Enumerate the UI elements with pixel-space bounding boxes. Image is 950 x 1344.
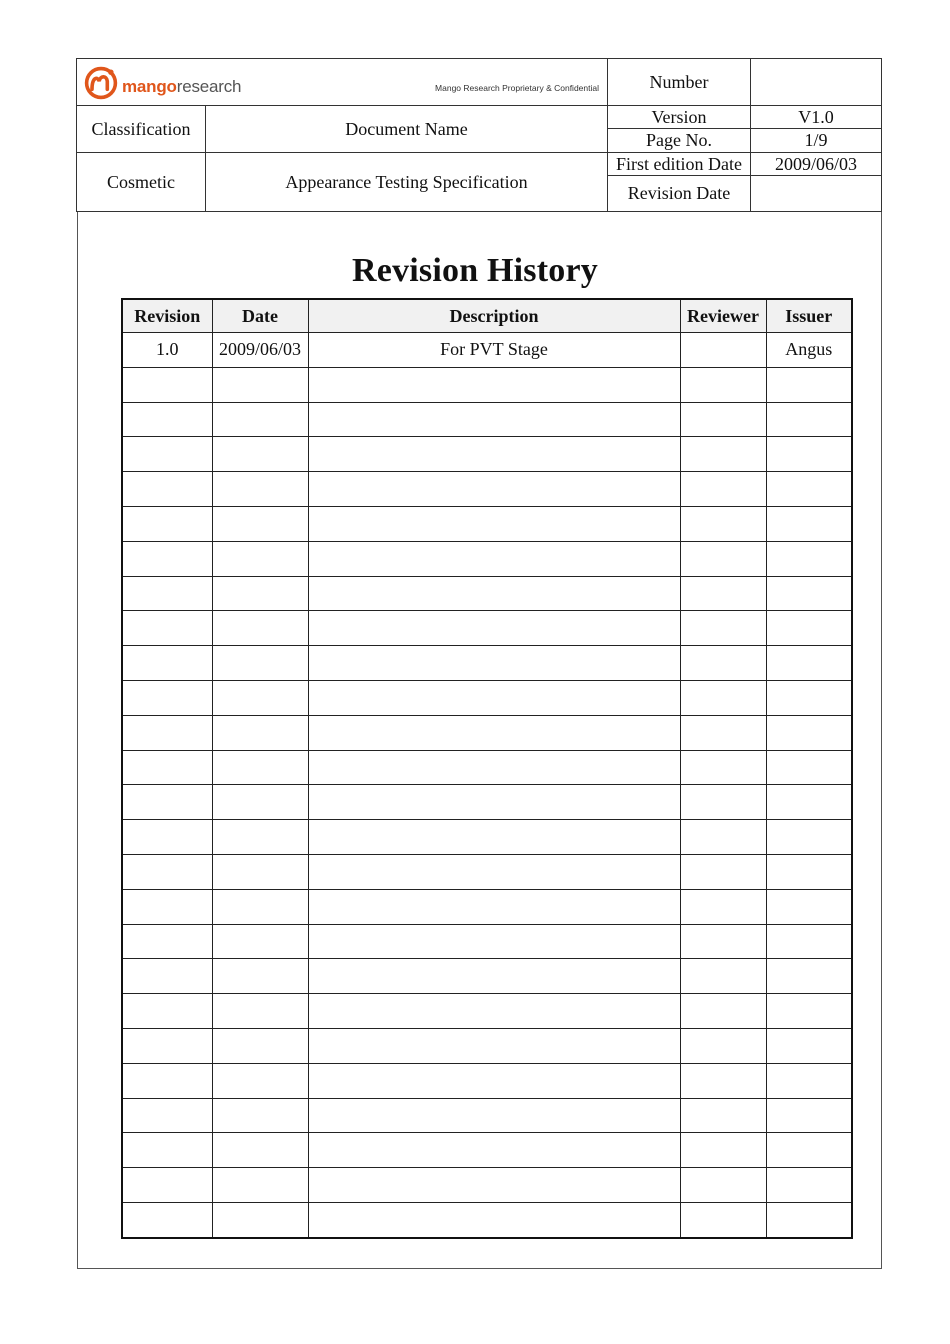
- cell-reviewer: [680, 889, 766, 924]
- cell-description: [308, 472, 680, 507]
- version-label: Version: [608, 106, 751, 129]
- cell-description: [308, 680, 680, 715]
- cell-revision: [122, 576, 212, 611]
- cell-date: 2009/06/03: [212, 333, 308, 368]
- cell-date: [212, 680, 308, 715]
- cell-reviewer: [680, 367, 766, 402]
- column-header-revision: Revision: [122, 299, 212, 333]
- column-header-reviewer: Reviewer: [680, 299, 766, 333]
- cell-revision: [122, 472, 212, 507]
- cell-revision: 1.0: [122, 333, 212, 368]
- cell-description: [308, 611, 680, 646]
- cell-reviewer: [680, 437, 766, 472]
- table-row: [122, 785, 852, 820]
- cell-issuer: [766, 1202, 852, 1237]
- table-row: [122, 1168, 852, 1203]
- cell-reviewer: [680, 820, 766, 855]
- table-row: [122, 367, 852, 402]
- cell-issuer: [766, 924, 852, 959]
- cell-revision: [122, 750, 212, 785]
- version-value: V1.0: [751, 106, 882, 129]
- revision-table-body: [122, 333, 852, 1238]
- cell-revision: [122, 1133, 212, 1168]
- table-row: [122, 715, 852, 750]
- cell-revision: [122, 959, 212, 994]
- cell-revision: [122, 1028, 212, 1063]
- table-row: [122, 680, 852, 715]
- table-header-row: [122, 299, 852, 333]
- cell-issuer: [766, 889, 852, 924]
- confidential-notice: Mango Research Proprietary & Confidential: [435, 83, 599, 93]
- cell-reviewer: [680, 506, 766, 541]
- cell-date: [212, 820, 308, 855]
- table-row: [122, 959, 852, 994]
- column-header-description: Description: [308, 299, 680, 333]
- cell-issuer: [766, 715, 852, 750]
- cell-revision: [122, 1202, 212, 1237]
- cell-revision: [122, 1098, 212, 1133]
- cell-revision: [122, 820, 212, 855]
- cell-issuer: [766, 437, 852, 472]
- cell-issuer: [766, 1098, 852, 1133]
- cell-description: [308, 715, 680, 750]
- table-row: [122, 1063, 852, 1098]
- cell-date: [212, 611, 308, 646]
- cell-description: [308, 367, 680, 402]
- cell-reviewer: [680, 924, 766, 959]
- logo-wordmark: mangoresearch: [122, 77, 242, 97]
- cell-issuer: [766, 1133, 852, 1168]
- first-edition-label: First edition Date: [608, 153, 751, 176]
- cell-reviewer: [680, 1063, 766, 1098]
- cell-date: [212, 785, 308, 820]
- table-row: [122, 333, 852, 368]
- cell-description: [308, 959, 680, 994]
- table-row: [122, 506, 852, 541]
- cell-issuer: [766, 576, 852, 611]
- cell-revision: [122, 924, 212, 959]
- cell-date: [212, 646, 308, 681]
- logo-cell: [77, 59, 608, 106]
- cell-issuer: [766, 959, 852, 994]
- cell-description: [308, 889, 680, 924]
- cell-reviewer: [680, 994, 766, 1029]
- cell-revision: [122, 785, 212, 820]
- cell-reviewer: [680, 1098, 766, 1133]
- table-row: [122, 402, 852, 437]
- classification-value: Cosmetic: [77, 153, 206, 212]
- cell-issuer: [766, 1063, 852, 1098]
- cell-revision: [122, 715, 212, 750]
- cell-reviewer: [680, 646, 766, 681]
- cell-date: [212, 1133, 308, 1168]
- cell-date: [212, 541, 308, 576]
- classification-label: Classification: [77, 106, 206, 153]
- cell-revision: [122, 680, 212, 715]
- cell-issuer: [766, 506, 852, 541]
- cell-date: [212, 715, 308, 750]
- cell-issuer: Angus: [766, 333, 852, 368]
- cell-date: [212, 750, 308, 785]
- cell-date: [212, 994, 308, 1029]
- cell-issuer: [766, 1168, 852, 1203]
- cell-issuer: [766, 680, 852, 715]
- number-value: [751, 59, 882, 106]
- cell-date: [212, 1028, 308, 1063]
- table-row: [122, 750, 852, 785]
- cell-reviewer: [680, 541, 766, 576]
- cell-issuer: [766, 1028, 852, 1063]
- table-row: [122, 472, 852, 507]
- cell-description: [308, 402, 680, 437]
- cell-date: [212, 1098, 308, 1133]
- cell-issuer: [766, 820, 852, 855]
- cell-description: [308, 1098, 680, 1133]
- cell-issuer: [766, 611, 852, 646]
- revision-history-table: [121, 298, 851, 1239]
- cell-reviewer: [680, 680, 766, 715]
- cell-description: [308, 1202, 680, 1237]
- cell-description: [308, 646, 680, 681]
- cell-date: [212, 367, 308, 402]
- cell-revision: [122, 402, 212, 437]
- table-row: [122, 1028, 852, 1063]
- cell-description: [308, 820, 680, 855]
- cell-date: [212, 889, 308, 924]
- table-row: [122, 646, 852, 681]
- cell-revision: [122, 854, 212, 889]
- cell-revision: [122, 367, 212, 402]
- cell-revision: [122, 994, 212, 1029]
- table-row: [122, 541, 852, 576]
- table-row: [122, 611, 852, 646]
- cell-date: [212, 854, 308, 889]
- cell-description: [308, 1133, 680, 1168]
- table-row: [122, 1098, 852, 1133]
- cell-issuer: [766, 785, 852, 820]
- cell-date: [212, 576, 308, 611]
- page-no-label: Page No.: [608, 129, 751, 153]
- cell-reviewer: [680, 402, 766, 437]
- cell-reviewer: [680, 472, 766, 507]
- table-row: [122, 854, 852, 889]
- cell-reviewer: [680, 611, 766, 646]
- cell-description: [308, 1028, 680, 1063]
- cell-description: [308, 576, 680, 611]
- cell-issuer: [766, 646, 852, 681]
- company-logo: [83, 65, 241, 101]
- cell-reviewer: [680, 1028, 766, 1063]
- cell-revision: [122, 646, 212, 681]
- document-header: [76, 58, 881, 212]
- cell-reviewer: [680, 959, 766, 994]
- cell-revision: [122, 1063, 212, 1098]
- cell-description: [308, 437, 680, 472]
- cell-revision: [122, 1168, 212, 1203]
- cell-date: [212, 472, 308, 507]
- cell-reviewer: [680, 854, 766, 889]
- cell-description: [308, 541, 680, 576]
- table-row: [122, 1202, 852, 1237]
- cell-reviewer: [680, 750, 766, 785]
- cell-revision: [122, 611, 212, 646]
- cell-description: [308, 785, 680, 820]
- cell-issuer: [766, 472, 852, 507]
- cell-revision: [122, 506, 212, 541]
- number-label: Number: [608, 59, 751, 106]
- cell-issuer: [766, 367, 852, 402]
- first-edition-value: 2009/06/03: [751, 153, 882, 176]
- revision-date-value: [751, 176, 882, 212]
- cell-description: [308, 506, 680, 541]
- page-title: Revision History: [352, 252, 598, 289]
- cell-date: [212, 506, 308, 541]
- cell-date: [212, 924, 308, 959]
- cell-reviewer: [680, 333, 766, 368]
- column-header-issuer: Issuer: [766, 299, 852, 333]
- cell-date: [212, 437, 308, 472]
- cell-reviewer: [680, 1202, 766, 1237]
- column-header-date: Date: [212, 299, 308, 333]
- document-name-value: Appearance Testing Specification: [206, 153, 608, 212]
- cell-issuer: [766, 854, 852, 889]
- revision-date-label: Revision Date: [608, 176, 751, 212]
- table-row: [122, 994, 852, 1029]
- page-no-value: 1/9: [751, 129, 882, 153]
- cell-reviewer: [680, 576, 766, 611]
- mango-logo-icon: [83, 65, 119, 101]
- cell-issuer: [766, 750, 852, 785]
- cell-date: [212, 1168, 308, 1203]
- cell-description: [308, 924, 680, 959]
- cell-date: [212, 1202, 308, 1237]
- cell-reviewer: [680, 715, 766, 750]
- cell-date: [212, 1063, 308, 1098]
- document-name-label: Document Name: [206, 106, 608, 153]
- cell-reviewer: [680, 1168, 766, 1203]
- cell-description: [308, 1063, 680, 1098]
- cell-revision: [122, 541, 212, 576]
- cell-issuer: [766, 402, 852, 437]
- cell-revision: [122, 889, 212, 924]
- cell-date: [212, 402, 308, 437]
- table-row: [122, 1133, 852, 1168]
- cell-description: [308, 750, 680, 785]
- table-row: [122, 576, 852, 611]
- cell-reviewer: [680, 785, 766, 820]
- cell-description: For PVT Stage: [308, 333, 680, 368]
- cell-date: [212, 959, 308, 994]
- table-row: [122, 924, 852, 959]
- table-row: [122, 437, 852, 472]
- cell-description: [308, 994, 680, 1029]
- cell-issuer: [766, 994, 852, 1029]
- table-row: [122, 820, 852, 855]
- cell-description: [308, 1168, 680, 1203]
- cell-revision: [122, 437, 212, 472]
- table-row: [122, 889, 852, 924]
- cell-issuer: [766, 541, 852, 576]
- cell-description: [308, 854, 680, 889]
- cell-reviewer: [680, 1133, 766, 1168]
